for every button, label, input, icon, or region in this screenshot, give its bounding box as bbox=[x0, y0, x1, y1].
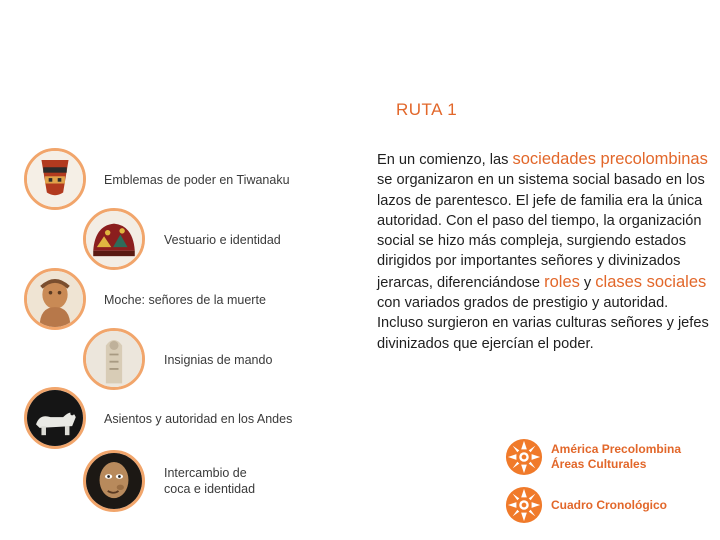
tiwanaku-vessel-image[interactable] bbox=[24, 148, 86, 210]
intro-text-3: y bbox=[579, 274, 596, 291]
areas-culturales-line2[interactable]: Áreas Culturales bbox=[551, 457, 647, 471]
intro-text-2: se organizaron en un sistema social basado en los lazos de parentesco. El jefe de familia era la única autoridad. Con el paso del tiempo, la organización social se hizo más compleja, surgiendo estados dirigidos por importantes señores y divinizados jerarcas, diferenciándose bbox=[377, 172, 705, 291]
menu-label-coca-line1[interactable]: Intercambio de bbox=[164, 466, 247, 480]
sun-emblem-icon[interactable] bbox=[505, 486, 543, 524]
menu-label-coca-line2[interactable]: coca e identidad bbox=[164, 482, 256, 496]
highlight-clases-sociales: clases sociales bbox=[595, 272, 707, 291]
highlight-sociedades: sociedades precolombinas bbox=[512, 150, 708, 168]
moche-ceramic-image[interactable] bbox=[24, 268, 86, 330]
areas-culturales-line1[interactable]: América Precolombina bbox=[551, 442, 682, 456]
coca-chewer-figure-image[interactable] bbox=[83, 450, 145, 512]
areas-culturales-link[interactable] bbox=[505, 438, 681, 476]
menu-label-asientos[interactable]: Asientos y autoridad en los Andes bbox=[104, 412, 293, 426]
menu-label-tiwanaku[interactable]: Emblemas de poder en Tiwanaku bbox=[104, 173, 290, 187]
intro-text-4: con variados grados de prestigio y autoridad. Incluso surgieron en varias culturas señores y jefes divinizados que ejercían el poder. bbox=[377, 295, 709, 352]
textile-hat-image[interactable] bbox=[83, 208, 145, 270]
menu-label-vestuario[interactable]: Vestuario e identidad bbox=[164, 233, 281, 247]
cuadro-cronologico-label[interactable]: Cuadro Cronológico bbox=[551, 497, 667, 512]
menu-label-insignias[interactable]: Insignias de mando bbox=[164, 353, 273, 367]
intro-paragraph bbox=[377, 149, 711, 354]
cuadro-cronologico-link[interactable] bbox=[505, 486, 667, 524]
route-title: RUTA 1 bbox=[396, 100, 458, 119]
sun-emblem-icon[interactable] bbox=[505, 438, 543, 476]
areas-culturales-label[interactable] bbox=[551, 442, 681, 472]
menu-label-coca[interactable] bbox=[164, 465, 304, 497]
menu-label-moche[interactable]: Moche: señores de la muerte bbox=[104, 293, 266, 307]
highlight-roles: roles bbox=[544, 272, 580, 291]
zoomorphic-seat-image[interactable] bbox=[24, 387, 86, 449]
stone-insignia-image[interactable] bbox=[83, 328, 145, 390]
intro-text-1: En un comienzo, las bbox=[377, 152, 513, 168]
